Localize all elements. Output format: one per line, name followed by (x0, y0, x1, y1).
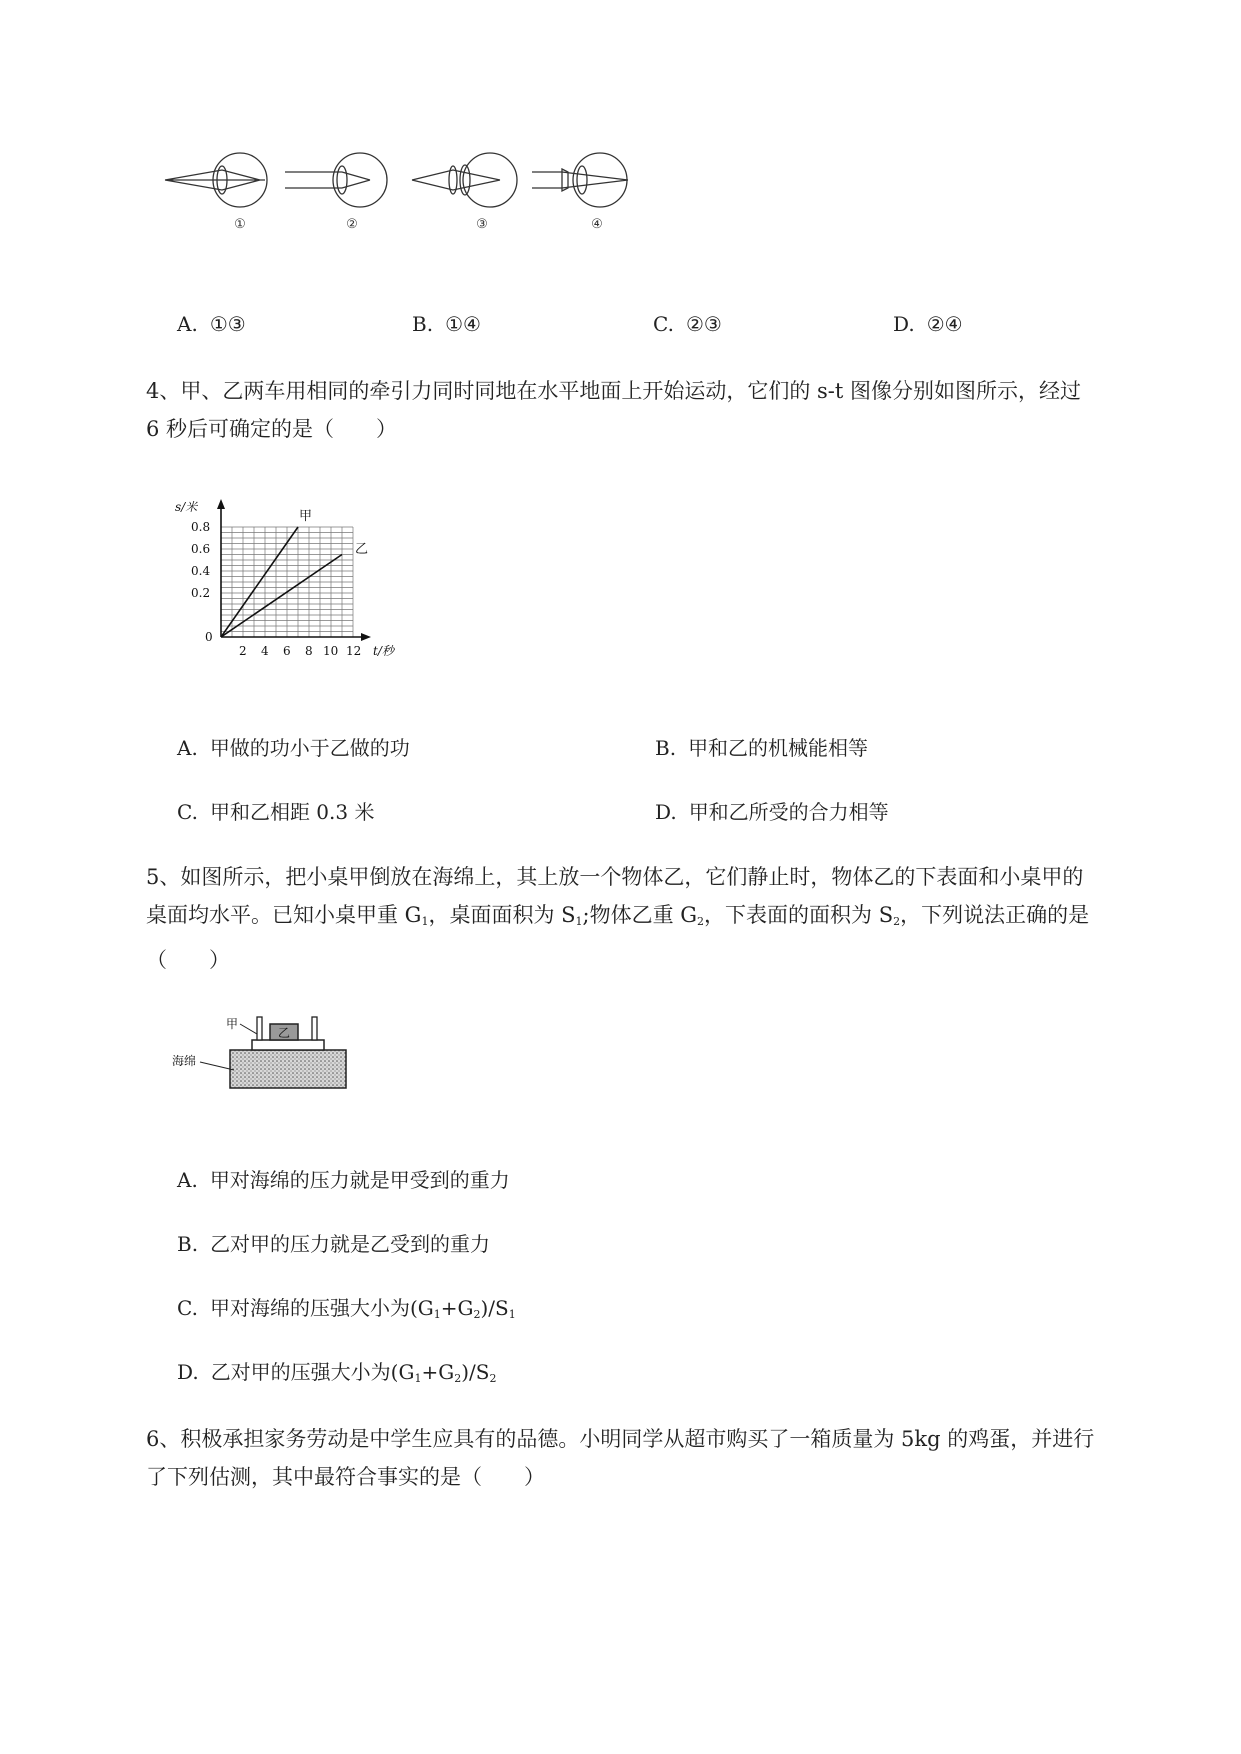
q5-line2-part-e: ，下列说法正确的是 (900, 903, 1090, 927)
sponge-label: 海绵 (172, 1054, 197, 1068)
q4-option-a-letter: A. (177, 736, 198, 760)
table-jia-label: 甲 (226, 1017, 239, 1031)
q5-stem-line3: （ ） (146, 948, 230, 972)
q5-stem-line1: 5、如图所示，把小桌甲倒放在海绵上，其上放一个物体乙，它们静止时，物体乙的下表面和小桌甲的 (146, 865, 1084, 889)
ytick-0.4: 0.4 (191, 564, 211, 578)
q4-option-a (177, 732, 410, 761)
xtick-8: 8 (305, 644, 313, 658)
q5-option-b-text: 乙对甲的压力就是乙受到的重力 (210, 1232, 491, 1256)
eye-label-1: ① (234, 217, 246, 232)
q5-option-b (177, 1228, 490, 1257)
q5-option-c-text-b: +G (440, 1296, 474, 1320)
q4-stem-line1: 4、甲、乙两车用相同的牵引力同时同地在水平地面上开始运动，它们的 s-t 图像分别如图所示，经过 (146, 379, 1082, 403)
q6-stem-line1: 6、积极承担家务劳动是中学生应具有的品德。小明同学从超市购买了一箱质量为 5kg 的鸡蛋，并进行 (146, 1427, 1095, 1451)
q5-option-c-text-c: )/S (480, 1296, 509, 1320)
q4-option-b (655, 732, 868, 761)
q5-sub-g2: 2 (697, 915, 705, 928)
q4-stem (146, 372, 1166, 448)
q5-option-d-text-b: +G (421, 1360, 455, 1384)
q6-stem (146, 1420, 1166, 1496)
sponge-shape (230, 1050, 346, 1088)
xtick-12: 12 (346, 644, 362, 658)
q3-option-a (177, 312, 246, 336)
q5-option-d-sub2: 2 (454, 1372, 462, 1385)
ytick-0.6: 0.6 (191, 542, 211, 556)
series-jia-label: 甲 (299, 509, 313, 524)
q5-option-d-sub1: 1 (414, 1372, 422, 1385)
q5-sub-s2: 2 (893, 915, 901, 928)
ytick-0.2: 0.2 (191, 586, 211, 600)
q5-option-a-text: 甲对海绵的压力就是甲受到的重力 (209, 1168, 510, 1192)
q5-option-c-letter: C. (177, 1296, 198, 1320)
q5-option-b-letter: B. (177, 1232, 199, 1256)
q4-stem-line2: 6 秒后可确定的是（ ） (146, 417, 398, 441)
eye-label-2: ② (346, 217, 358, 232)
series-yi-line (221, 555, 342, 638)
q5-line2-part-b: ，桌面面积为 S (428, 903, 576, 927)
q3-option-b-letter: B. (412, 312, 434, 336)
q5-line2-part-a: 桌面均水平。已知小桌甲重 G (146, 903, 422, 927)
ytick-0.8: 0.8 (191, 520, 211, 534)
eye-label-3: ③ (476, 217, 488, 232)
sponge-table-figure (160, 1012, 350, 1092)
eye-diagrams-svg (160, 150, 640, 240)
q5-option-c-sub3: 1 (508, 1308, 516, 1321)
q5-option-a-letter: A. (177, 1168, 198, 1192)
xtick-6: 6 (283, 644, 291, 658)
q3-option-a-text: ①③ (209, 312, 246, 336)
series-yi-label: 乙 (355, 542, 369, 557)
q3-option-c-letter: C. (653, 312, 674, 336)
q3-option-d (893, 312, 963, 336)
q4-option-b-text: 甲和乙的机械能相等 (688, 736, 869, 760)
st-chart-svg (175, 495, 425, 665)
q5-option-c (177, 1292, 516, 1321)
q3-option-b (412, 312, 481, 336)
q5-option-c-sub1: 1 (433, 1308, 441, 1321)
q4-option-c (177, 796, 374, 825)
q5-option-a (177, 1164, 510, 1193)
chart-ylabel: s/米 (175, 500, 198, 514)
q3-option-a-letter: A. (177, 312, 198, 336)
q3-option-c (653, 312, 722, 336)
q5-option-d-sub3: 2 (489, 1372, 497, 1385)
q3-option-c-text: ②③ (685, 312, 722, 336)
q5-option-d (177, 1356, 496, 1385)
chart-origin: 0 (205, 630, 213, 644)
q5-option-c-text-a: 甲对海绵的压强大小为(G (209, 1296, 434, 1320)
q5-sub-g1: 1 (421, 915, 429, 928)
q3-option-d-text: ②④ (926, 312, 963, 336)
table-top-shape (252, 1040, 324, 1050)
q6-stem-line2: 了下列估测，其中最符合事实的是（ ） (146, 1465, 545, 1489)
eye-label-4: ④ (591, 217, 603, 232)
q3-option-b-text: ①④ (445, 312, 481, 336)
q5-option-d-text-a: 乙对甲的压强大小为(G (210, 1360, 415, 1384)
q4-option-a-text: 甲做的功小于乙做的功 (209, 736, 410, 760)
q5-line2-part-d: ，下表面的面积为 S (704, 903, 894, 927)
chart-xlabel: t/秒 (373, 644, 394, 658)
q5-option-d-letter: D. (177, 1360, 199, 1384)
eye-diagrams-figure (160, 150, 640, 240)
q4-option-c-text: 甲和乙相距 0.3 米 (209, 800, 375, 824)
q4-option-d-letter: D. (655, 800, 677, 824)
q4-option-d-text: 甲和乙所受的合力相等 (688, 800, 889, 824)
xtick-10: 10 (323, 644, 339, 658)
q5-line2-part-c: ;物体乙重 G (582, 903, 698, 927)
q5-option-c-sub2: 2 (473, 1308, 481, 1321)
q5-stem (146, 858, 1166, 979)
xtick-2: 2 (239, 644, 247, 658)
xtick-4: 4 (261, 644, 269, 658)
q3-option-d-letter: D. (893, 312, 915, 336)
sponge-table-svg (160, 1012, 350, 1092)
q4-option-d (655, 796, 889, 825)
q5-sub-s1: 1 (575, 915, 583, 928)
st-chart-figure (175, 495, 425, 665)
q5-stem-line2 (146, 896, 1166, 941)
q4-option-b-letter: B. (655, 736, 677, 760)
q5-option-d-text-c: )/S (461, 1360, 490, 1384)
q4-option-c-letter: C. (177, 800, 198, 824)
object-yi-label: 乙 (278, 1026, 291, 1040)
